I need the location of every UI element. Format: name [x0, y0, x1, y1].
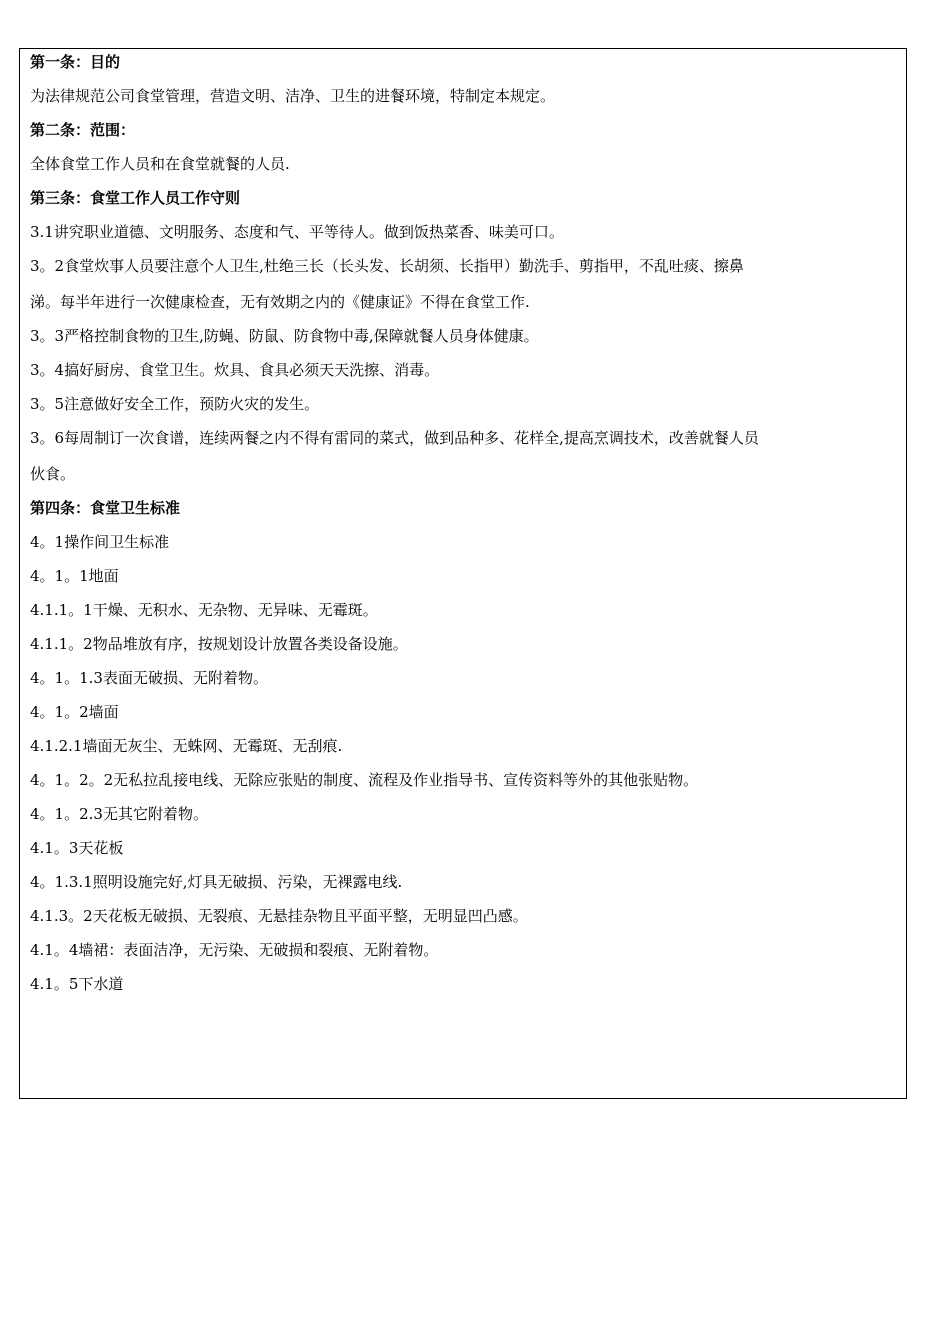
- paragraph-line: 3.1讲究职业道德、文明服务、态度和气、平等待人。做到饭热菜香、味美可口。: [30, 223, 564, 241]
- paragraph-line: 4.1。4墙裙：表面洁净，无污染、无破损和裂痕、无附着物。: [30, 941, 439, 959]
- paragraph-line: 涕。每半年进行一次健康检查，无有效期之内的《健康证》不得在食堂工作.: [30, 293, 530, 311]
- paragraph-line: 3。5注意做好安全工作，预防火灾的发生。: [30, 395, 320, 413]
- paragraph-line: 4.1.2.1墙面无灰尘、无蛛网、无霉斑、无刮痕.: [30, 737, 343, 755]
- paragraph-line: 3。2食堂炊事人员要注意个人卫生,杜绝三长（长头发、长胡须、长指甲）勤洗手、剪指甲，不乱吐痰、擦鼻: [30, 257, 744, 275]
- section-heading-3: 第三条：食堂工作人员工作守则: [30, 189, 241, 207]
- paragraph-line: 4.1.3。2天花板无破损、无裂痕、无悬挂杂物且平面平整，无明显凹凸感。: [30, 907, 528, 925]
- paragraph-line: 4。1。2。2无私拉乱接电线、无除应张贴的制度、流程及作业指导书、宣传资料等外的其他张贴物。: [30, 771, 699, 789]
- paragraph-line: 4。1。2.3无其它附着物。: [30, 805, 208, 823]
- paragraph-line: 4.1.1。1干燥、无积水、无杂物、无异味、无霉斑。: [30, 601, 378, 619]
- paragraph-line: 4。1。1地面: [30, 567, 119, 585]
- paragraph-line: 4。1操作间卫生标准: [30, 533, 170, 551]
- paragraph-line: 4.1。3天花板: [30, 839, 124, 857]
- paragraph-line: 3。3严格控制食物的卫生,防蝇、防鼠、防食物中毒,保障就餐人员身体健康。: [30, 327, 539, 345]
- paragraph-line: 4。1。2墙面: [30, 703, 119, 721]
- paragraph-line: 全体食堂工作人员和在食堂就餐的人员.: [30, 155, 290, 173]
- section-heading-1: 第一条：目的: [30, 53, 121, 71]
- paragraph-line: 4。1.3.1照明设施完好,灯具无破损、污染，无裸露电线.: [30, 873, 403, 891]
- paragraph-line: 伙食。: [30, 465, 76, 483]
- paragraph-line: 3。6每周制订一次食谱，连续两餐之内不得有雷同的菜式，做到品种多、花样全,提高烹调技术，改善就餐人员: [30, 429, 759, 447]
- paragraph-line: 4.1.1。2物品堆放有序，按规划设计放置各类设备设施。: [30, 635, 408, 653]
- paragraph-line: 3。4搞好厨房、食堂卫生。炊具、食具必须天天洗擦、消毒。: [30, 361, 440, 379]
- paragraph-line: 为法律规范公司食堂管理，营造文明、洁净、卫生的进餐环境，特制定本规定。: [30, 87, 556, 105]
- paragraph-line: 4。1。1.3表面无破损、无附着物。: [30, 669, 268, 687]
- section-heading-2: 第二条：范围：: [30, 121, 136, 139]
- section-heading-4: 第四条：食堂卫生标准: [30, 499, 181, 517]
- paragraph-line: 4.1。5下水道: [30, 975, 124, 993]
